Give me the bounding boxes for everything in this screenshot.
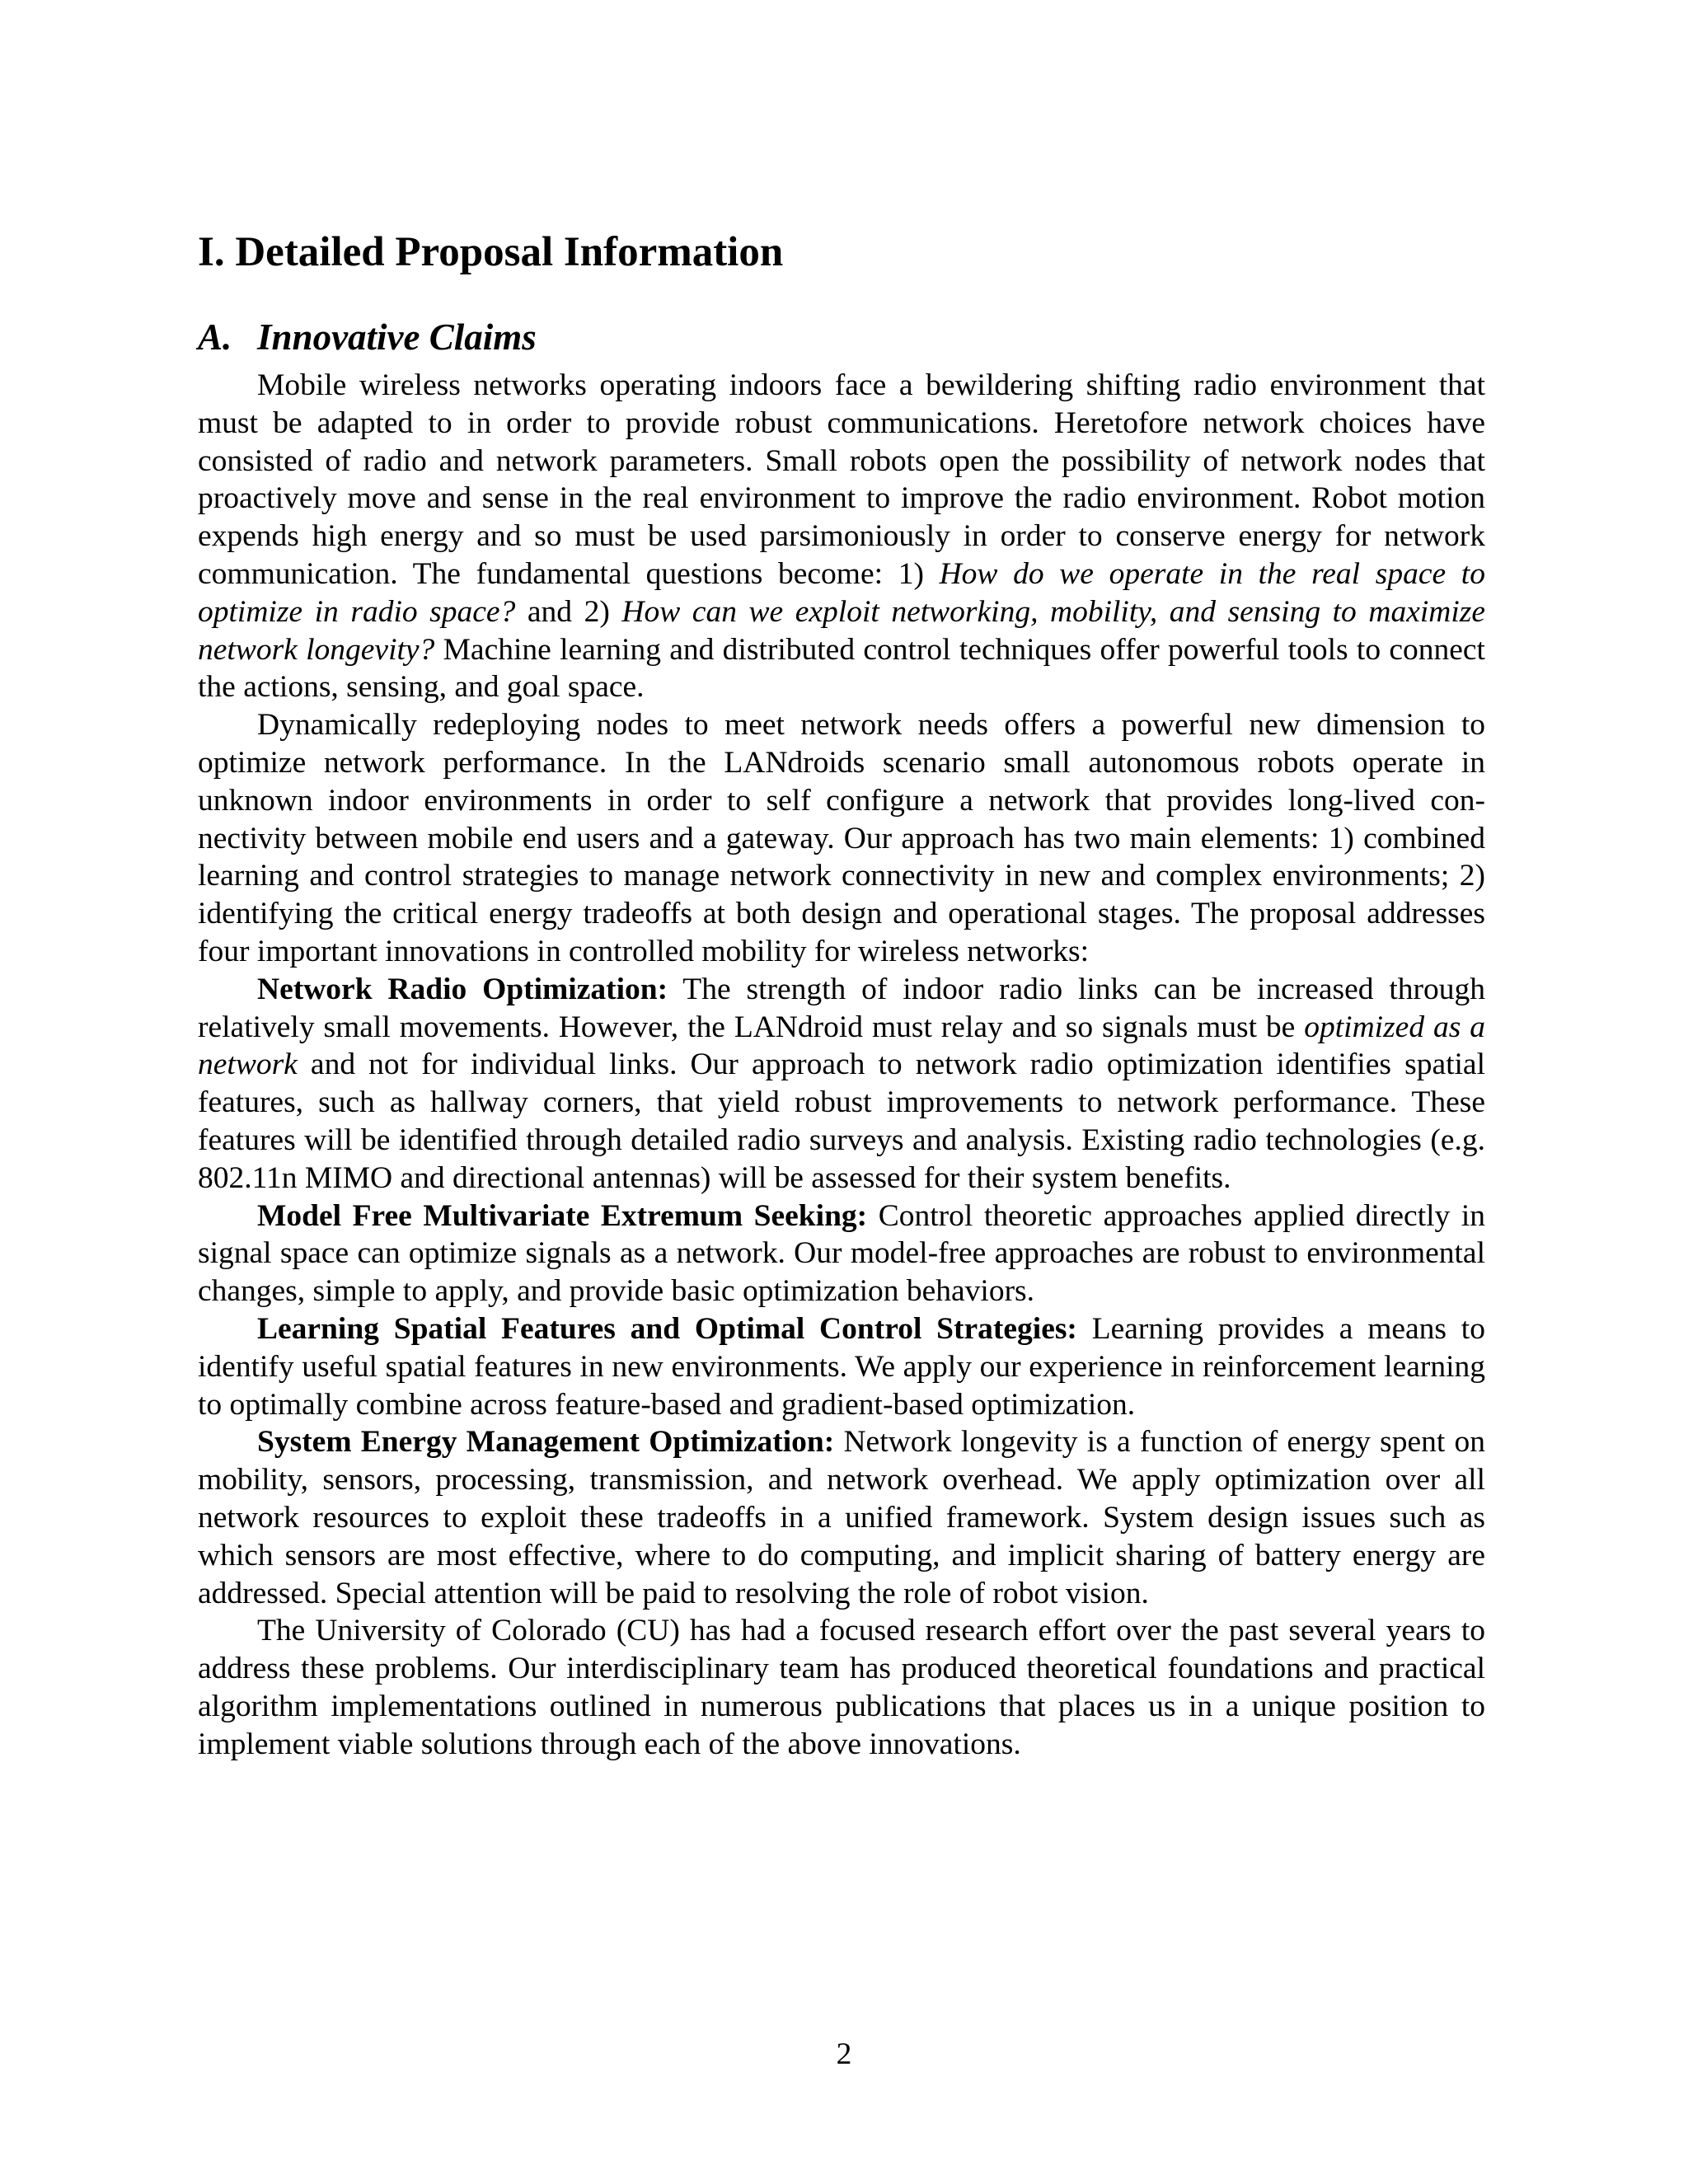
section-heading: [198, 315, 537, 359]
paragraph-learning-spatial-features: [198, 1310, 1485, 1423]
page-title: I. Detailed Proposal Information: [198, 229, 784, 275]
paragraph-text: Machine learning and distributed control techniques offer powerful tools to connect the actions, sensing, and goal space.: [198, 632, 1485, 705]
paragraph-text: and 2): [515, 594, 622, 629]
body-text: [198, 367, 1485, 1763]
paragraph-text: Control theoretic approaches applied directly in signal space can optimize signals as a network. Our model-free approaches are robust to environmental changes, simple to apply, and provide basic optimization behaviors.: [198, 1198, 1485, 1309]
section-title: Innovative Claims: [257, 316, 537, 358]
section-number: A.: [198, 316, 232, 358]
research-question-2: How can we exploit networking, mobility, and sensing to maximize network longevity?: [198, 594, 1486, 667]
paragraph-lead: Learning Spatial Features and Optimal Control Strategies:: [257, 1311, 1077, 1346]
paragraph-text: Learning provides a means to identify useful spatial features in new environments. We apply our experience in reinforcement learning to optimally combine across feature-based and gradient-based optimization.: [198, 1311, 1485, 1422]
paragraph-lead: Model Free Multivariate Extremum Seeking:: [257, 1198, 868, 1233]
paragraph-approach: [198, 706, 1485, 971]
paragraph-text: Network longevity is a function of energy spent on mobility, sensors, processing, transmission, and network overhead. We apply optimization over all network resources to exploit these tradeoffs in a unified framework. System design issues such as which sensors are most effective, where to do computing, and implicit sharing of battery energy are addressed. Special attention will be paid to resolving the role of robot vision.: [198, 1425, 1485, 1610]
paragraph-text: The University of Colorado (CU) has had a focused research effort over the past several years to address these problems. Our interdisciplinary team has produced theoretical foundations and practical algorithm implementations outlined in numerous publications that places us in a unique position to implement viable solutions through each of the above innovations.: [198, 1614, 1485, 1761]
emphasis-text: optimized as a network: [198, 1010, 1486, 1082]
paragraph-network-radio-optimization: [198, 971, 1485, 1197]
paragraph-text: and not for individual links. Our approach to network radio optimization identifies spatial features, such as hallway corners, that yield robust improvements to network performance. These features will be identified through detailed radio surveys and analysis. Existing radio technologies (e.g. 802.11n MIMO and directional antennas) will be assessed for their system benefits.: [198, 1047, 1485, 1195]
paragraph-text: Mobile wireless networks operating indoors face a bewildering shifting radio environment that must be adapted to in order to provide robust communications. Heretofore network choices have consisted of radio and network parameters. Small robots open the possibility of network nodes that proactively move and sense in the real environment to improve the radio environment. Robot motion expends high energy and so must be used parsimoniously in order to conserve energy for network communication. The fundamental questions become: 1): [198, 368, 1485, 591]
paragraph-lead: Network Radio Optimization:: [257, 972, 668, 1006]
page-number: 2: [836, 2037, 852, 2071]
paragraph-extremum-seeking: [198, 1197, 1485, 1310]
research-question-1: How do we operate in the real space to optimize in radio space?: [198, 556, 1485, 629]
paragraph-text: The strength of indoor radio links can be increased through relatively small movements. However, the LANdroid must relay and so signals must be: [198, 972, 1485, 1044]
paragraph-text: Dynamically redeploying nodes to meet network needs offers a powerful new dimension to optimize network performance. In the LANdroids scenario small autonomous robots operate in unknown indoor environments in order to self configure a network that provides long-lived connectivity between mobile end users and a gateway. Our approach has two main elements: 1) combined learning and control strategies to manage network connectivity in new and complex environments; 2) identifying the critical energy tradeoffs at both design and operational stages. The proposal addresses four important innovations in controlled mobility for wireless networks:: [198, 708, 1485, 968]
paragraph-energy-management: [198, 1423, 1485, 1612]
paragraph-lead: System Energy Management Optimization:: [257, 1425, 835, 1460]
paragraph-intro: [198, 367, 1485, 706]
paragraph-university-colorado: [198, 1612, 1485, 1763]
